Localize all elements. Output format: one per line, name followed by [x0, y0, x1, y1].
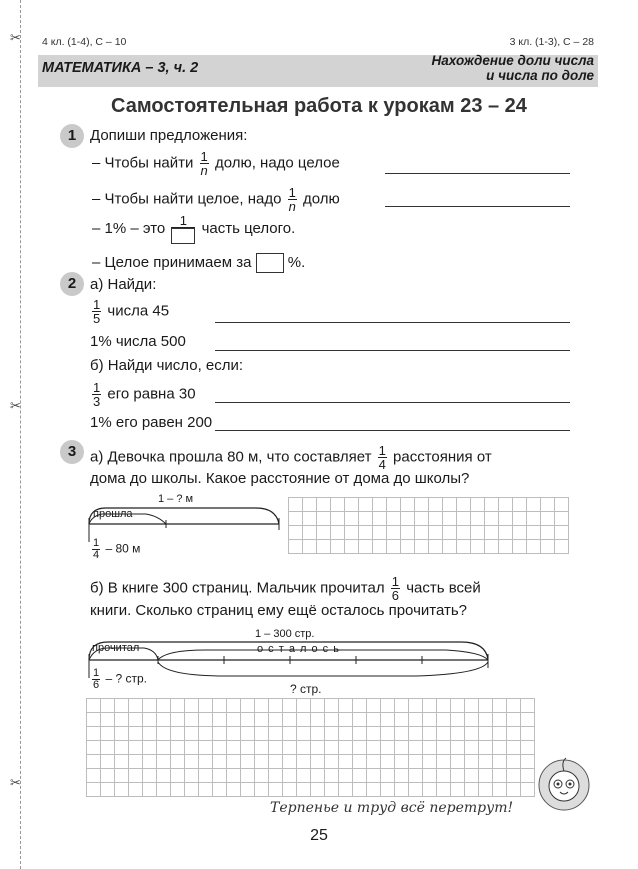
task-number-badge: 2: [60, 272, 84, 296]
task1-line3: – 1% – это 1 часть целого.: [92, 214, 295, 244]
right-code: 3 кл. (1-3), С – 28: [509, 36, 594, 48]
read-label: прочитал: [92, 642, 140, 654]
scissors-icon: ✂: [10, 398, 21, 413]
answer-line[interactable]: [215, 322, 570, 323]
answer-line[interactable]: [385, 206, 570, 207]
page-number: 25: [310, 827, 328, 844]
scissors-icon: ✂: [10, 30, 21, 45]
task1-line4: – Целое принимаем за %.: [92, 253, 305, 273]
walked-label: прошла: [93, 508, 133, 520]
answer-box[interactable]: [171, 228, 195, 244]
answer-box[interactable]: [256, 253, 284, 273]
scissors-icon: ✂: [10, 775, 21, 790]
task2-a2: 1% числа 500: [90, 333, 186, 350]
task-number-badge: 1: [60, 124, 84, 148]
diagram-bottom-left-label: $\frac{1}{6}$ – ? стр.: [93, 667, 147, 691]
topic-title: Нахождение доли числа и числа по доле: [431, 53, 594, 83]
task3-a-line1: а) Девочка прошла 80 м, что составляет $\frac{1}{4}$ расстояния от: [90, 443, 492, 472]
answer-line[interactable]: [215, 402, 570, 403]
answer-line[interactable]: [215, 350, 570, 351]
cut-line: [20, 0, 21, 869]
diagram-bottom-label: $\frac{1}{4}$ – 80 м: [93, 537, 141, 561]
diagram-top-label: 1 – ? м: [158, 493, 194, 505]
answer-line[interactable]: [385, 173, 570, 174]
task2-a1: $\frac{1}{5}$ числа 45: [93, 297, 170, 326]
task2-b1: $\frac{1}{3}$ его равна 30: [93, 380, 196, 409]
owl-mascot-icon: [536, 752, 592, 814]
task1-prompt: Допиши предложения:: [90, 127, 248, 144]
task2-a: а) Найди:: [90, 276, 157, 293]
task1-line2: – Чтобы найти целое, надо $\frac{1}{n}$ долю: [92, 185, 340, 214]
task3-b-line1: б) В книге 300 страниц. Мальчик прочитал $\frac{1}{6}$ часть всей: [90, 574, 481, 603]
left-code: 4 кл. (1-4), С – 10: [42, 36, 127, 48]
answer-grid[interactable]: [86, 698, 535, 797]
task1-line1: – Чтобы найти $\frac{1}{n}$ долю, надо целое: [92, 149, 340, 178]
task2-b: б) Найди число, если:: [90, 357, 244, 374]
task3-a-line2: дома до школы. Какое расстояние от дома до школы?: [90, 470, 470, 487]
remaining-label: о с т а л о с ь: [257, 643, 340, 655]
page-title: Самостоятельная работа к урокам 23 – 24: [111, 95, 527, 117]
subject-title: МАТЕМАТИКА – 3, ч. 2: [42, 60, 199, 76]
answer-line[interactable]: [215, 430, 570, 431]
task-number-badge: 3: [60, 440, 84, 464]
task2-b2: 1% его равен 200: [90, 414, 213, 431]
answer-grid[interactable]: [288, 497, 569, 554]
diagram-top-label: 1 – 300 стр.: [255, 628, 315, 640]
diagram-bottom-right-label: ? стр.: [290, 682, 322, 696]
task3-b-line2: книги. Сколько страниц ему ещё осталось прочитать?: [90, 602, 467, 619]
motto: Терпенье и труд всё перетрут!: [270, 800, 514, 816]
